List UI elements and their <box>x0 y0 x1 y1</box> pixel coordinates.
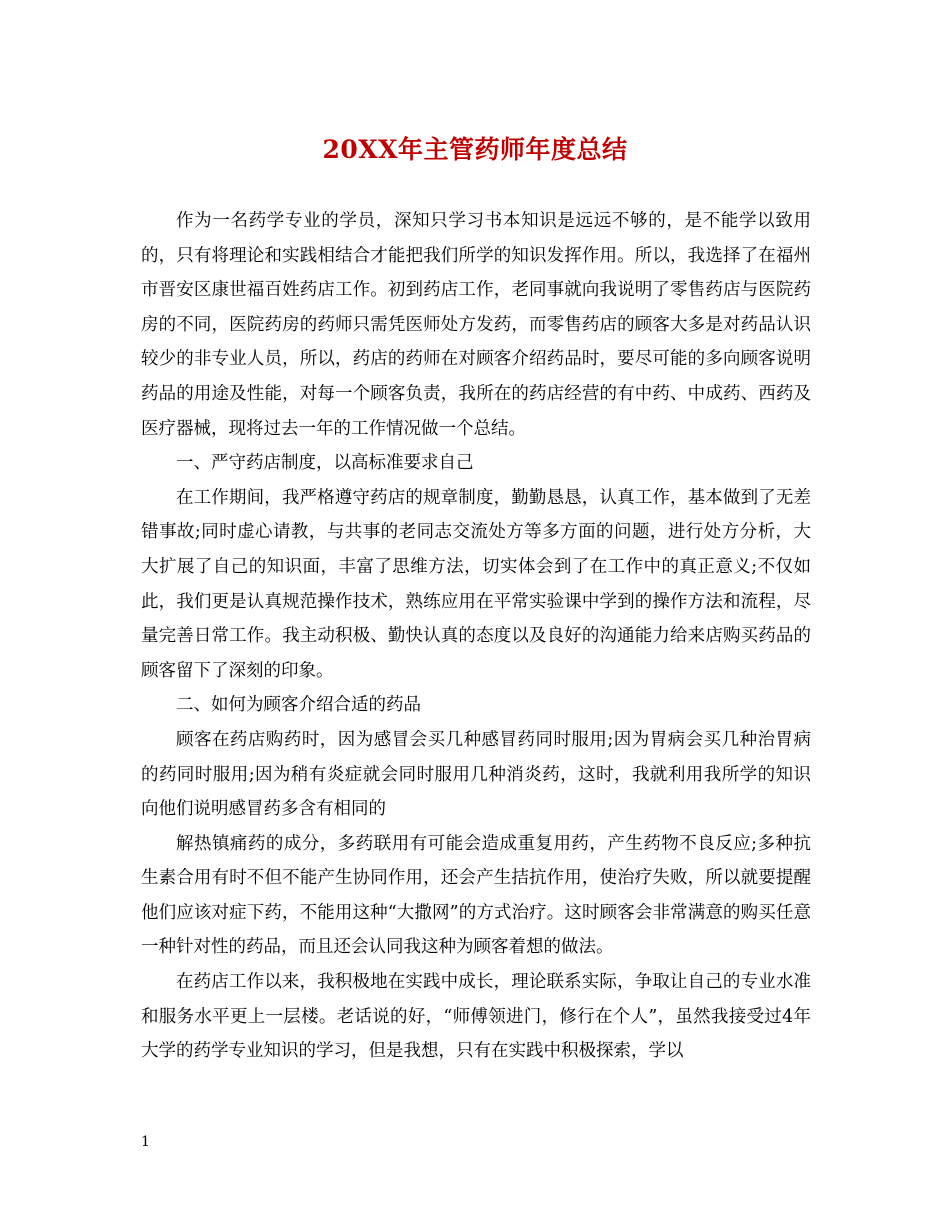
paragraph-section-2b: 解热镇痛药的成分，多药联用有可能会造成重复用药，产生药物不良反应;多种抗生素合用有时不但不能产生协同作用，还会产生拮抗作用，使治疗失败，所以就要提醒他们应该对症下药，不能用这种“大撒网”的方式治疗。这时顾客会非常满意的购买任意一种针对性的药品，而且还会认同我这种为顾客着想的做法。 <box>141 833 811 958</box>
page-number: 1 <box>141 1134 150 1150</box>
paragraph-section-1: 在工作期间，我严格遵守药店的规章制度，勤勤恳恳，认真工作，基本做到了无差错事故;同时虚心请教，与共事的老同志交流处方等多方面的问题，进行处方分析，大大扩展了自己的知识面，丰富了思维方法，切实体会到了在工作中的真正意义;不仅如此，我们更是认真规范操作技术，熟练应用在平常实验课中学到的操作方法和流程，尽量完善日常工作。我主动积极、勤快认真的态度以及良好的沟通能力给来店购买药品的顾客留下了深刻的印象。 <box>141 487 811 681</box>
paragraph-section-2a: 顾客在药店购药时，因为感冒会买几种感冒药同时服用;因为胃病会买几种治胃病的药同时服用;因为稍有炎症就会同时服用几种消炎药，这时，我就利用我所学的知识向他们说明感冒药多含有相同的 <box>141 729 811 820</box>
paragraph-growth: 在药店工作以来，我积极地在实践中成长，理论联系实际，争取让自己的专业水准和服务水平更上一层楼。老话说的好，“师傅领进门，修行在个人”，虽然我接受过4年大学的药学专业知识的学习，但是我想，只有在实践中积极探索，学以 <box>141 972 811 1062</box>
paragraph-intro: 作为一名药学专业的学员，深知只学习书本知识是远远不够的，是不能学以致用的，只有将理论和实践相结合才能把我们所学的知识发挥作用。所以，我选择了在福州市晋安区康世福百姓药店工作。初到药店工作，老同事就向我说明了零售药店与医院药房的不同，医院药房的药师只需凭医师处方发药，而零售药店的顾客大多是对药品认识较少的非专业人员，所以，药店的药师在对顾客介绍药品时，要尽可能的多向顾客说明药品的用途及性能，对每一个顾客负责，我所在的药店经营的有中药、中成药、西药及医疗器械，现将过去一年的工作情况做一个总结。 <box>141 211 811 439</box>
section-heading-2: 二、如何为顾客介绍合适的药品 <box>176 695 421 716</box>
document-title: 20XX年主管药师年度总结 <box>322 135 628 164</box>
section-heading-1: 一、严守药店制度，以高标准要求自己 <box>176 453 474 474</box>
document-body <box>141 204 811 1069</box>
